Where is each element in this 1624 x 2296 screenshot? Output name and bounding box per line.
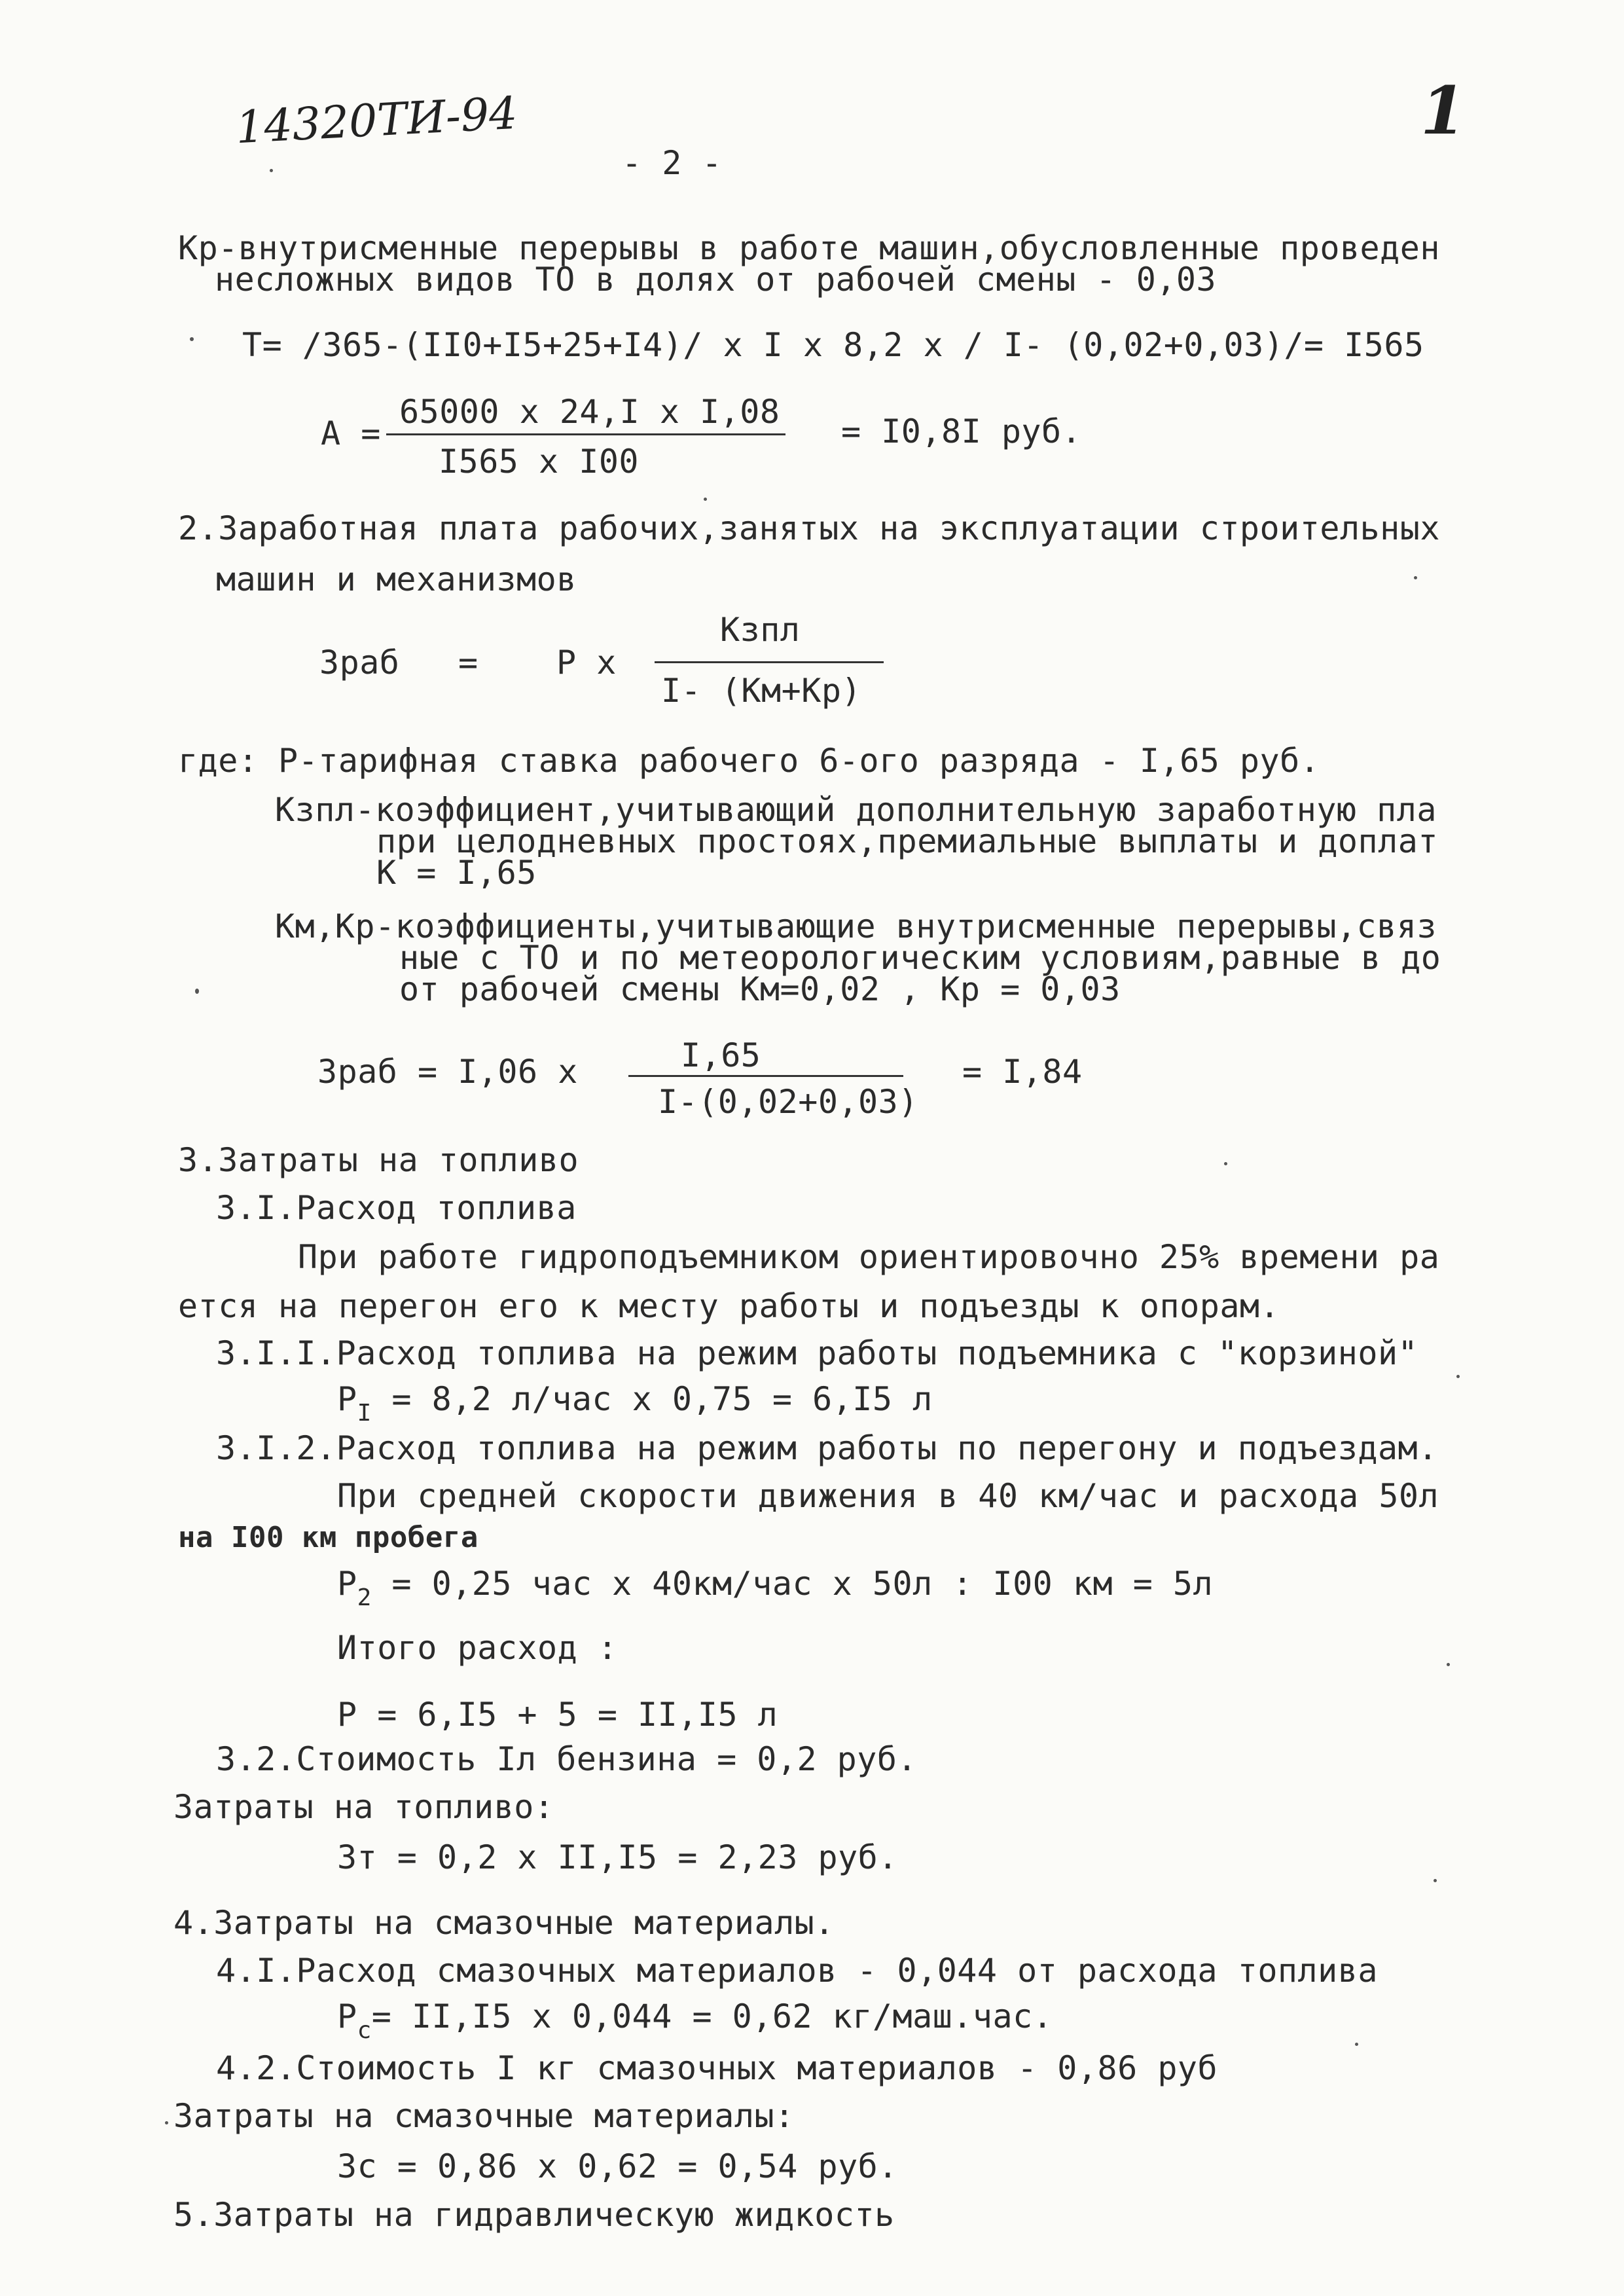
scan-speck	[195, 989, 199, 994]
kr-definition-line-2: несложных видов ТО в долях от рабочей смены - 0,03	[215, 261, 1217, 299]
zrab-general-fraction-bar	[655, 661, 884, 663]
fuel-cost-label: Затраты на топливо:	[173, 1788, 554, 1826]
section-3-2-title: 3.2.Стоимость Iл бензина = 0,2 руб.	[216, 1740, 918, 1778]
section-3-1-1-title: 3.I.I.Расход топлива на режим работы подъемника с "корзиной"	[216, 1334, 1418, 1372]
section-2-heading-line-2: машин и механизмов	[216, 560, 577, 598]
section-3-paragraph-line-1: При работе гидроподъемником ориентировочно 25% времени ра	[298, 1238, 1440, 1276]
lubricant-cost-formula: Зс = 0,86 x 0,62 = 0,54 руб.	[337, 2147, 898, 2185]
page-number: - 2 -	[622, 144, 723, 182]
handwritten-document-code: 14320ТИ-94	[234, 87, 519, 155]
handwritten-corner-mark: 1	[1420, 72, 1466, 149]
kr-definition-line-1: Кр-внутрисменные перерывы в работе машин,обусловленные проведен	[178, 229, 1440, 267]
formula-pc-subscript: с	[357, 2017, 372, 2044]
formula-pc	[337, 1997, 1053, 2044]
scan-speck	[1447, 1663, 1450, 1666]
where-kzpl-line-1: Кзпл-коэффициент,учитывающий дополнительную заработную пла	[275, 791, 1437, 829]
speed-consumption-line: При средней скорости движения в 40 км/час и расхода 50л	[337, 1477, 1439, 1515]
formula-p2	[337, 1565, 1214, 1611]
fuel-cost-formula: Зт = 0,2 x II,I5 = 2,23 руб.	[337, 1838, 898, 1876]
section-4-2-title: 4.2.Стоимость I кг смазочных материалов - 0,86 руб	[216, 2049, 1218, 2087]
formula-p1-expression: = 8,2 л/час x 0,75 = 6,I5 л	[371, 1380, 933, 1418]
formula-p1	[337, 1380, 933, 1427]
where-kzpl-line-2: при целодневных простоях,премиальные выплаты и доплат	[376, 822, 1438, 860]
formula-a-lhs: A =	[321, 414, 381, 452]
zrab-general-p: P x	[556, 644, 617, 682]
formula-a-result: = I0,8I руб.	[841, 412, 1082, 450]
section-3-paragraph-line-2: ется на перегон его к месту работы и подъезды к опорам.	[178, 1287, 1280, 1325]
fuel-total-formula: P = 6,I5 + 5 = II,I5 л	[337, 1696, 778, 1734]
where-km-line-1: Км,Кр-коэффициенты,учитывающие внутрисменные перерывы,связ	[275, 907, 1437, 945]
formula-p2-symbol: P	[337, 1565, 357, 1603]
zrab-calc-denominator: I-(0,02+0,03)	[658, 1083, 918, 1121]
formula-p1-symbol: P	[337, 1380, 357, 1418]
zrab-calc-fraction-bar	[628, 1075, 903, 1077]
section-2-heading-line-1: 2.Заработная плата рабочих,занятых на эксплуатации строительных	[178, 509, 1440, 547]
zrab-calc-result: = I,84	[962, 1053, 1083, 1091]
zrab-calc-numerator: I,65	[681, 1036, 761, 1074]
scan-speck	[1456, 1375, 1460, 1378]
formula-a-fraction-bar	[386, 433, 785, 435]
scan-speck	[165, 2121, 168, 2124]
scan-speck	[1414, 576, 1417, 579]
formula-pc-symbol: P	[337, 1997, 357, 2035]
formula-a-denominator: I565 x I00	[439, 443, 640, 481]
where-km-line-3: от рабочей смены Км=0,02 , Кр = 0,03	[399, 970, 1121, 1008]
formula-t: T= /365-(II0+I5+25+I4)/ x I x 8,2 x / I- (0,02+0,03)/= I565	[242, 326, 1424, 364]
where-kzpl-line-3: К = I,65	[376, 854, 537, 892]
formula-p2-expression: = 0,25 час x 40км/час x 50л : I00 км = 5л	[371, 1565, 1214, 1603]
speed-consumption-bold-line: на I00 км пробега	[178, 1521, 478, 1554]
zrab-general-denominator: I- (Км+Кр)	[661, 672, 862, 710]
zrab-general-numerator: Кзпл	[720, 611, 801, 649]
section-3-1-title: 3.I.Расход топлива	[216, 1189, 577, 1227]
scan-speck	[1355, 2043, 1358, 2046]
section-5-title: 5.Затраты на гидравлическую жидкость	[173, 2196, 895, 2234]
section-3-1-2-title: 3.I.2.Расход топлива на режим работы по перегону и подъездам.	[216, 1429, 1438, 1467]
scan-speck	[1434, 1879, 1437, 1882]
zrab-general-eq: =	[458, 644, 478, 682]
where-p-definition: где: P-тарифная ставка рабочего 6-ого разряда - I,65 руб.	[178, 742, 1320, 780]
formula-pc-expression: = II,I5 x 0,044 = 0,62 кг/маш.час.	[371, 1997, 1053, 2035]
scan-speck	[190, 337, 194, 341]
fuel-total-label: Итого расход :	[337, 1629, 618, 1667]
scan-speck	[1224, 1162, 1227, 1165]
zrab-calc-lhs: Зраб = I,06 x	[317, 1053, 578, 1091]
formula-p2-subscript: 2	[357, 1584, 372, 1611]
lubricant-cost-label: Затраты на смазочные материалы:	[173, 2097, 795, 2135]
where-km-line-2: ные с ТО и по метеорологическим условиям,равные в до	[399, 939, 1441, 977]
section-4-1-title: 4.I.Расход смазочных материалов - 0,044 от расхода топлива	[216, 1952, 1378, 1990]
scan-speck	[704, 498, 707, 501]
formula-a-numerator: 65000 x 24,I x I,08	[399, 393, 780, 431]
formula-p1-subscript: I	[357, 1400, 372, 1427]
section-4-title: 4.Затраты на смазочные материалы.	[173, 1904, 835, 1942]
section-3-title: 3.Затраты на топливо	[178, 1141, 579, 1179]
scan-speck	[270, 169, 273, 172]
zrab-general-lhs: Зраб	[319, 644, 400, 682]
